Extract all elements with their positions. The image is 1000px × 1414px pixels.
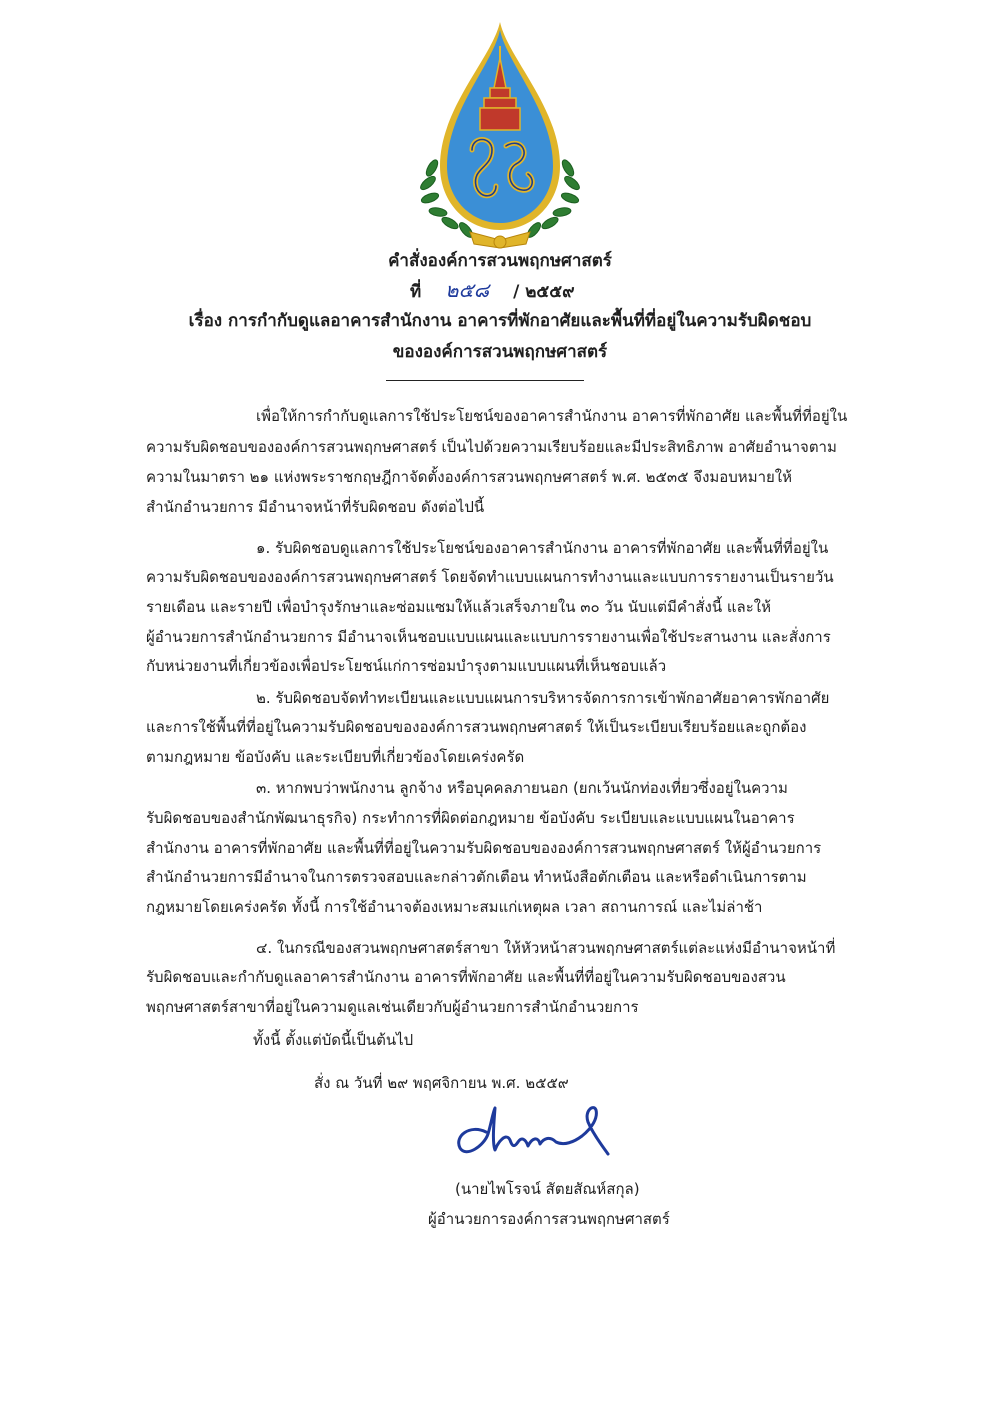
header-divider [386, 380, 584, 381]
order-number [410, 276, 575, 306]
organization-logo [410, 18, 590, 256]
document-title: คำสั่งองค์การสวนพฤกษศาสตร์ [388, 251, 612, 271]
item1-line: กับหน่วยงานที่เกี่ยวข้องเพื่อประโยชน์แก่การซ่อมบำรุงตามแบบแผนที่เห็นชอบแล้ว [146, 657, 667, 675]
item2-line: ตามกฎหมาย ข้อบังคับ และระเบียบที่เกี่ยวข้องโดยเคร่งครัด [146, 748, 525, 766]
signer-name: (นายไพโรจน์ สัตยสัณห์สกุล) [455, 1180, 640, 1198]
intro-line: ความในมาตรา ๒๑ แห่งพระราชกฤษฎีกาจัดตั้งองค์การสวนพฤกษศาสตร์ พ.ศ. ๒๕๓๕ จึงมอบหมายให้ [146, 468, 793, 486]
subject-line-2: ขององค์การสวนพฤกษศาสตร์ [392, 342, 608, 362]
item3-line: กฎหมายโดยเคร่งครัด ทั้งนี้ การใช้อำนาจต้องเหมาะสมแก่เหตุผล เวลา สถานการณ์ และไม่ล่าช้า [146, 898, 763, 916]
item3-line: รับผิดชอบของสำนักพัฒนาธุรกิจ) กระทำการที่ผิดต่อกฎหมาย ข้อบังคับ ระเบียบและแบบแผนในอาคาร [146, 809, 795, 827]
item3-line: ๓. หากพบว่าพนักงาน ลูกจ้าง หรือบุคคลภายนอก (ยกเว้นนักท่องเที่ยวซึ่งอยู่ในความ [256, 779, 788, 797]
item1-line: รายเดือน และรายปี เพื่อบำรุงรักษาและซ่อมแซมให้แล้วเสร็จภายใน ๓๐ วัน นับแต่มีคำสั่งนี้ และให้ [146, 598, 772, 616]
subject-line-1: เรื่อง การกำกับดูแลอาคารสำนักงาน อาคารที่พักอาศัยและพื้นที่ที่อยู่ในความรับผิดชอบ [188, 311, 812, 331]
item1-line: ผู้อำนวยการสำนักอำนวยการ มีอำนาจเห็นชอบแบบแผนและแบบการรายงานเพื่อใช้ประสานงาน และสั่งการ [146, 628, 831, 646]
item4-line: รับผิดชอบและกำกับดูแลอาคารสำนักงาน อาคารที่พักอาศัย และพื้นที่ที่อยู่ในความรับผิดชอบของสวน [146, 968, 786, 986]
intro-line: เพื่อให้การกำกับดูแลการใช้ประโยชน์ของอาคารสำนักงาน อาคารที่พักอาศัย และพื้นที่ที่อยู่ใน [256, 407, 848, 425]
item4-line: พฤกษศาสตร์สาขาที่อยู่ในความดูแลเช่นเดียวกับผู้อำนวยการสำนักอำนวยการ [146, 998, 639, 1016]
handwritten-signature [448, 1102, 638, 1162]
item3-line: สำนักอำนวยการมีอำนาจในการตรวจสอบและกล่าวตักเตือน ทำหนังสือตักเตือน และหรือดำเนินการตาม [146, 868, 807, 886]
order-date: สั่ง ณ วันที่ ๒๙ พฤศจิกายน พ.ศ. ๒๕๕๙ [314, 1074, 569, 1092]
intro-line: ความรับผิดชอบขององค์การสวนพฤกษศาสตร์ เป็นไปด้วยความเรียบร้อยและมีประสิทธิภาพ อาศัยอำนาจตาม [146, 438, 837, 456]
order-year: / ๒๕๕๙ [513, 282, 575, 302]
item3-line: สำนักงาน อาคารที่พักอาศัย และพื้นที่ที่อยู่ในความรับผิดชอบขององค์การสวนพฤกษศาสตร์ ให้ผู้อำนวยการ [146, 839, 822, 857]
item1-line: ๑. รับผิดชอบดูแลการใช้ประโยชน์ของอาคารสำนักงาน อาคารที่พักอาศัย และพื้นที่ที่อยู่ใน [256, 539, 829, 557]
order-prefix: ที่ [410, 282, 422, 302]
item2-line: และการใช้พื้นที่ที่อยู่ในความรับผิดชอบขององค์การสวนพฤกษศาสตร์ ให้เป็นระเบียบเรียบร้อยและถูกต้อง [146, 718, 807, 736]
signer-title: ผู้อำนวยการองค์การสวนพฤกษศาสตร์ [428, 1210, 670, 1228]
order-number-handwritten: ๒๕๘ [445, 278, 490, 302]
intro-line: สำนักอำนวยการ มีอำนาจหน้าที่รับผิดชอบ ดังต่อไปนี้ [146, 498, 485, 516]
item4-line: ๔. ในกรณีของสวนพฤกษศาสตร์สาขา ให้หัวหน้าสวนพฤกษศาสตร์แต่ละแห่งมีอำนาจหน้าที่ [256, 939, 836, 957]
closing-statement: ทั้งนี้ ตั้งแต่บัดนี้เป็นต้นไป [253, 1031, 414, 1049]
item2-line: ๒. รับผิดชอบจัดทำทะเบียนและแบบแผนการบริหารจัดการการเข้าพักอาศัยอาคารพักอาศัย [256, 689, 830, 707]
item1-line: ความรับผิดชอบขององค์การสวนพฤกษศาสตร์ โดยจัดทำแบบแผนการทำงานและแบบการรายงานเป็นรายวัน [146, 568, 834, 586]
